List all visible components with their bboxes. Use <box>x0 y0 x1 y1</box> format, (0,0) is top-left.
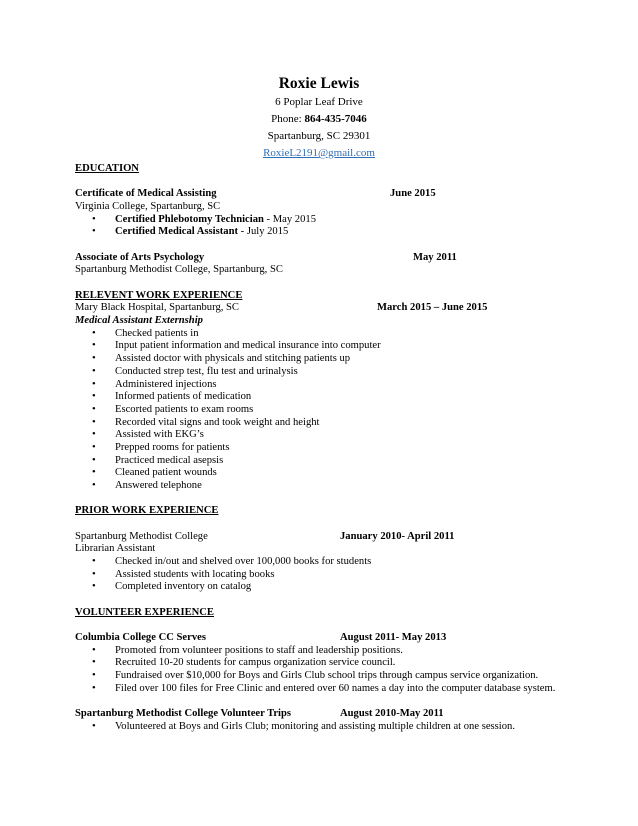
list-item: • Filed over 100 files for Free Clinic and entered over 60 names a day into the computer database system. <box>92 682 556 694</box>
volunteer-duties-list <box>75 721 575 734</box>
list-item: • Recorded vital signs and took weight and height <box>92 416 320 428</box>
duties-list <box>75 556 575 594</box>
list-item: • Conducted strep test, flu test and urinalysis <box>92 365 298 377</box>
duties-list <box>75 328 575 493</box>
education-heading: EDUCATION <box>75 163 139 174</box>
degree-title: Associate of Arts Psychology <box>75 251 205 263</box>
volunteer-experience-heading: VOLUNTEER EXPERIENCE <box>75 606 215 618</box>
email-link[interactable]: RoxieL2191@gmail.com <box>263 147 375 159</box>
list-item: • Volunteered at Boys and Girls Club; monitoring and assisting multiple children at one session. <box>92 720 515 732</box>
street-address: 6 Poplar Leaf Drive <box>275 96 363 108</box>
phone-line <box>0 111 638 128</box>
education-entry-1 <box>75 188 575 201</box>
list-item: • Promoted from volunteer positions to staff and leadership positions. <box>92 644 403 656</box>
city-state-zip: Spartanburg, SC 29301 <box>267 130 371 142</box>
prior-employer-line <box>75 531 575 544</box>
list-item: • Completed inventory on catalog <box>92 581 252 593</box>
list-item: • Assisted students with locating books <box>92 568 275 580</box>
list-item: • Escorted patients to exam rooms <box>92 403 254 415</box>
job-role: Medical Assistant Externship <box>75 315 203 326</box>
school-name: Virginia College, Spartanburg, SC <box>75 200 221 212</box>
list-item: • Cleaned patient wounds <box>92 467 217 479</box>
list-item: • Informed patients of medication <box>92 391 252 403</box>
list-item: • Assisted with EKG’s <box>92 429 204 441</box>
certification-list <box>75 214 575 239</box>
resume-header <box>0 74 638 162</box>
volunteer-date: August 2010-May 2011 <box>340 708 444 720</box>
list-item: • Answered telephone <box>92 480 202 492</box>
list-item: • Checked patients in <box>92 327 199 339</box>
phone-label: Phone: <box>271 113 302 125</box>
degree-date: May 2011 <box>413 251 457 263</box>
list-item: • Assisted doctor with physicals and stitching patients up <box>92 353 351 365</box>
phone-number: 864-435-7046 <box>304 113 367 125</box>
job-role: Librarian Assistant <box>75 543 156 555</box>
prior-experience-heading: PRIOR WORK EXPERIENCE <box>75 505 219 517</box>
degree-date: June 2015 <box>390 188 436 200</box>
education-entry-2 <box>75 252 575 265</box>
volunteer-entry-1 <box>75 632 575 645</box>
employer-name: Spartanburg Methodist College <box>75 530 208 542</box>
list-item: • Recruited 10-20 students for campus organization service council. <box>92 657 396 669</box>
relevant-employer-line <box>75 302 575 315</box>
employment-date: March 2015 – June 2015 <box>377 302 488 314</box>
list-item: • Fundraised over $10,000 for Boys and Girls Club school trips through campus service organization. <box>92 670 539 682</box>
list-item: • Prepped rooms for patients <box>92 442 230 454</box>
school-name: Spartanburg Methodist College, Spartanburg, SC <box>75 264 283 276</box>
list-item: • Checked in/out and shelved over 100,000 books for students <box>92 556 372 568</box>
volunteer-date: August 2011- May 2013 <box>340 632 447 644</box>
relevant-experience-heading: RELEVENT WORK EXPERIENCE <box>75 289 243 301</box>
list-item: • Practiced medical asepsis <box>92 454 224 466</box>
list-item: • Certified Phlebotomy Technician - May 2015 <box>92 213 316 225</box>
applicant-name: Roxie Lewis <box>278 75 360 92</box>
list-item: • Certified Medical Assistant - July 2015 <box>92 226 289 238</box>
organization-name: Spartanburg Methodist College Volunteer Trips <box>75 708 292 720</box>
employer-name: Mary Black Hospital, Spartanburg, SC <box>75 302 239 314</box>
degree-title: Certificate of Medical Assisting <box>75 188 217 200</box>
volunteer-duties-list <box>75 645 575 696</box>
employment-date: January 2010- April 2011 <box>340 530 455 542</box>
volunteer-entry-2 <box>75 708 575 721</box>
resume-body <box>75 163 575 734</box>
list-item: • Administered injections <box>92 378 217 390</box>
organization-name: Columbia College CC Serves <box>75 632 206 644</box>
list-item: • Input patient information and medical insurance into computer <box>92 340 381 352</box>
